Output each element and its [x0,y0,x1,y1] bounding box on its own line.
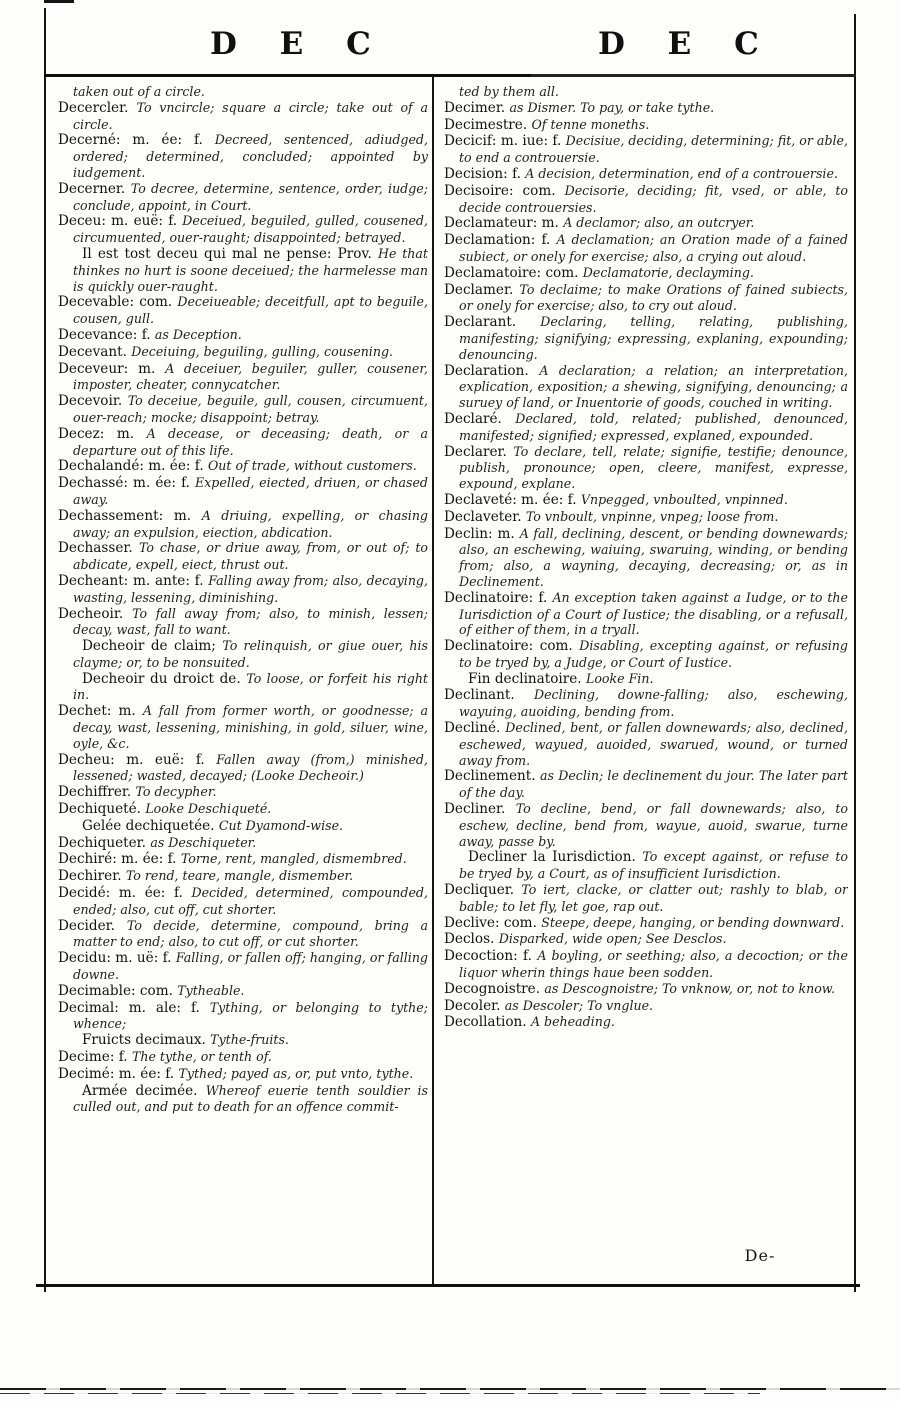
entry-definition: Looke Fin. [585,670,654,686]
entry-headword: Dechalandé: m. ée: f. [58,458,208,475]
entry-headword: Declinement. [444,768,541,785]
entry-definition: Declamatorie, declayming. [582,264,754,280]
dictionary-entry [444,981,848,998]
entry-definition: as Dismer. To pay, or take tythe. [509,99,715,115]
dictionary-entry [58,918,428,951]
dictionary-entry [58,100,428,133]
entry-definition: as Deception. [154,326,242,342]
running-head-left: D E C [210,26,387,62]
entry-definition: To iert, clacke, or clatter out; rashly to blab, or bable; to let fly, let goe, rap out. [459,882,848,914]
dictionary-entry [58,294,428,327]
entry-headword: Decimestre. [444,116,532,133]
entry-headword: Fruicts decimaux. [82,1032,211,1049]
dictionary-entry [58,213,428,246]
dictionary-entry [58,540,428,573]
entry-headword: Decoler. [444,997,505,1014]
entry-definition: Deceiuing, beguiling, gulling, cousening. [131,343,394,359]
scan-corner-mark [44,0,74,3]
dictionary-entry [444,444,848,492]
entry-definition: A boyling, or seething; also, a decoction; or the liquor wherin things haue been sodden. [459,948,848,981]
entry-headword: Fin declinatoire. [468,670,586,687]
dictionary-entry [444,133,848,166]
page-border-left [44,8,46,1292]
entry-headword: Dechassement: m. [58,507,202,524]
page-border-right [854,14,856,1292]
entry-definition: A declamor; also, an outcryer. [563,215,755,231]
dictionary-entry [58,1049,428,1066]
entry-headword: Declamatoire: com. [444,264,583,281]
entry-headword: Decheant: m. ante: f. [58,572,209,589]
scan-edge-line [0,1388,900,1390]
dictionary-entry [58,801,428,818]
running-head-right: D E C [598,26,775,62]
dictionary-entry [444,687,848,720]
entry-definition: Of tenne moneths. [531,116,650,132]
entry-definition: Tytheable. [177,982,245,998]
entry-headword: Gelée dechiquetée. [82,817,219,834]
entry-definition: Falling, or fallen off; hanging, or falling downe. [73,950,428,983]
dictionary-entry [444,638,848,671]
entry-definition: as Descognoistre; To vnknow, or, not to know. [544,980,836,996]
entry-definition: A declamation; an Oration made of a fained subiect, or onely for exercise; also, a crying out aloud. [459,232,848,264]
catchword: De- [744,1246,776,1265]
entry-headword: Decider. [58,917,127,934]
entry-headword: Declinatoire: f. [444,589,553,606]
entry-headword: Declinant. [444,687,534,704]
entry-headword: Decidu: m. uë: f. [58,950,176,967]
entry-headword: Declamation: f. [444,232,557,249]
entry-definition: Fallen away (from,) minished, lessened; wasted, decayed; (Looke Decheoir.) [73,751,428,784]
entry-definition: To fall away from; also, to minish, lessen; decay, wast, fall to want. [73,605,428,638]
entry-headword: Declamateur: m. [444,215,564,232]
entry-definition: To loose, or forfeit his right in. [73,670,428,703]
entry-headword: Decheu: m. euë: f. [58,751,217,768]
entry-definition: To decree, determine, sentence, order, iudge; conclude, appoint, in Court. [73,180,428,213]
entry-headword: Decez: m. [58,425,147,442]
entry-headword: Decevant. [58,343,132,360]
entry-headword: Declaré. [444,410,516,427]
dictionary-entry [58,818,428,835]
entry-headword: Decimé: m. ée: f. [58,1065,179,1082]
entry-definition: To chase, or driue away, from, or out of; to abdicate, expell, eiect, thrust out. [73,540,428,573]
dictionary-entry [58,327,428,344]
dictionary-entry [444,411,848,444]
dictionary-entry [444,183,848,216]
entry-headword: Dechiqueté. [58,801,146,818]
entry-headword: Decimer. [444,99,510,116]
dictionary-entry [444,166,848,183]
entry-definition: Tythed; payed as, or, put vnto, tythe. [178,1065,414,1081]
entry-headword: Decevoir. [58,393,128,410]
entry-definition: Out of trade, without customers. [207,458,417,474]
entry-definition: Torne, rent, mangled, dismembred. [180,851,407,867]
entry-definition: A fall, declining, descent, or bending downewards; also, an eschewing, waiuing, swaruing, winding, or bending from; also, a wayning, decaying, decreasing; or, as in Declinement. [459,525,848,589]
entry-headword: Declos. [444,931,499,948]
entry-definition: Tythe-fruits. [210,1032,289,1048]
entry-headword: Declin: m. [444,525,520,542]
dictionary-entry [444,948,848,981]
entry-definition: A decision, determination, end of a controuersie. [525,165,838,181]
entry-definition: Deceiued, beguiled, gulled, cousened, circumuented, ouer-raught; disappointed; betrayed. [73,213,428,246]
entry-definition: To vnboult, vnpinne, vnpeg; loose from. [525,508,779,524]
dictionary-entry [444,849,848,882]
dictionary-entry [58,84,428,100]
entry-definition: Steepe, deepe, hanging, or bending downward. [541,914,845,930]
entry-definition: Declining, downe-falling; also, eschewing, wayuing, auoiding, bending from. [459,687,848,720]
entry-headword: Decercler. [58,99,137,116]
entry-headword: Decheoir du droict de. [82,670,247,687]
dictionary-entry [444,768,848,801]
entry-headword: Decision: f. [444,165,526,182]
entry-headword: Decliquer. [444,882,522,899]
dictionary-entry [58,851,428,868]
entry-definition: ted by them all. [459,84,559,99]
dictionary-entry [58,671,428,704]
entry-headword: Decimal: m. ale: f. [58,999,210,1016]
entry-definition: Tything, or belonging to tythe; whence; [73,999,428,1032]
dictionary-entry [444,720,848,768]
entry-definition: Whereof euerie tenth souldier is culled out, and put to death for an offence commit- [73,1082,428,1115]
dictionary-entry [444,84,848,100]
entry-definition: Disparked, wide open; See Desclos. [498,931,727,947]
entry-headword: Decidé: m. ée: f. [58,885,192,902]
entry-definition: A decease, or deceasing; death, or a departure out of this life. [73,425,428,458]
entry-headword: Decoction: f. [444,948,538,965]
right-column [444,84,848,1280]
entry-headword: Declaveter. [444,508,526,525]
entry-headword: Declive: com. [444,914,542,931]
entry-headword: Deceu: m. euë: f. [58,213,183,230]
entry-definition: The tythe, or tenth of. [131,1049,272,1065]
entry-definition: To declaime; to make Orations of fained subiects, or onely for exercise; also, to cry out aloud. [459,281,848,314]
entry-headword: Dechiqueter. [58,834,151,851]
entry-headword: Decerner. [58,180,131,197]
entry-headword: Decliner. [444,801,516,818]
bottom-rule [36,1284,860,1287]
dictionary-entry [58,606,428,639]
dictionary-entry [58,1032,428,1049]
entry-definition: Expelled, eiected, driuen, or chased away. [73,475,428,507]
entry-headword: Declaration. [444,362,540,379]
entry-definition: A beheading. [530,1014,615,1030]
entry-definition: To decline, bend, or fall downewards; also, to eschew, decline, bend from, wayue, auoid, swarue, turne away, passe by. [459,801,848,849]
entry-headword: Armée decimée. [82,1082,206,1099]
entry-headword: Il est tost deceu qui mal ne pense: Prov. [82,245,378,262]
entry-headword: Decerné: m. ée: f. [58,132,215,149]
dictionary-entry [58,475,428,508]
dictionary-entry [58,393,428,426]
entry-definition: Falling away from; also, decaying, wasting, lessening, diminishing. [73,572,428,605]
entry-definition: as Deschiqueter. [150,834,257,850]
dictionary-entry [58,638,428,671]
dictionary-entry [58,246,428,294]
dictionary-entry [444,363,848,411]
entry-definition: A deceiuer, beguiler, guller, cousener, imposter, cheater, connycatcher. [73,360,428,393]
dictionary-entry [58,703,428,751]
entry-headword: Decimable: com. [58,982,178,999]
dictionary-entry [444,215,848,232]
dictionary-entry [444,882,848,915]
dictionary-entry [444,314,848,362]
dictionary-entry [58,835,428,852]
dictionary-entry [58,181,428,214]
dictionary-entry [58,1083,428,1116]
entry-headword: Decisoire: com. [444,182,565,199]
dictionary-entry [58,950,428,983]
entry-headword: Declarer. [444,443,514,460]
left-column [58,84,428,1280]
entry-definition: taken out of a circle. [73,84,205,99]
entry-headword: Decheoir de claim; [82,638,223,655]
dictionary-entry [58,426,428,459]
entry-headword: Decognoistre. [444,980,545,997]
entry-headword: Decheoir. [58,605,133,622]
entry-definition: Declined, bent, or fallen downewards; also, declined, eschewed, wayued, auoided, swarued, wound, or turned away from. [459,720,848,768]
entry-definition: Declaring, telling, relating, publishing, manifesting; signifying; expressing, explaning, expounding; denouncing. [459,314,848,362]
entry-headword: Declamer. [444,281,520,298]
dictionary-entry [58,458,428,475]
dictionary-entry [444,265,848,282]
dictionary-entry [444,526,848,590]
entry-headword: Declarant. [444,314,541,331]
dictionary-entry [444,232,848,265]
entry-headword: Decollation. [444,1014,531,1031]
entry-definition: Cut Dyamond-wise. [218,817,344,833]
entry-headword: Declinatoire: com. [444,638,580,655]
entry-definition: To decide, determine, compound, bring a matter to end; also, to cut off, or cut shorter. [73,917,428,950]
dictionary-entry [58,361,428,394]
entry-headword: Decliné. [444,720,506,737]
dictionary-entry [58,868,428,885]
dictionary-entry [444,590,848,638]
entry-definition: To relinquish, or giue ouer, his clayme; or, to be nonsuited. [73,638,428,670]
dictionary-entry [58,344,428,361]
entry-definition: Vnpegged, vnboulted, vnpinned. [580,491,788,507]
entry-definition: as Declin; le declinement du jour. The later part of the day. [459,768,848,801]
entry-definition: as Descoler; To vnglue. [504,997,654,1013]
dictionary-entry [444,801,848,849]
entry-definition: A declaration; a relation; an interpretation, explication, exposition; a shewing, signifying, denouncing; a suruey of land, or Inuentorie of goods, couched in writing. [459,362,848,411]
entry-definition: Looke Deschiqueté. [145,801,272,817]
entry-definition: Decisiue, deciding, determining; fit, or able, to end a controuersie. [459,133,848,166]
dictionary-entry [444,915,848,932]
dictionary-entry [58,573,428,606]
dictionary-entry [58,885,428,918]
entry-definition: To decypher. [135,784,217,800]
entry-headword: Dechasser. [58,540,139,557]
entry-definition: Declared, told, related; published, denounced, manifested; signified; expressed, explaned, expounded. [459,410,848,443]
entry-definition: Decisorie, deciding; fit, vsed, or able, to decide controuersies. [459,182,848,215]
entry-definition: To except against, or refuse to be tryed by, a Court, as of insufficient Iurisdiction. [459,849,848,882]
entry-definition: To vncircle; square a circle; take out of a circle. [73,99,428,132]
dictionary-entry [58,1066,428,1083]
dictionary-entry [444,1014,848,1031]
entry-definition: To deceiue, beguile, gull, cousen, circumuent, ouer-reach; mocke; disappoint; betray. [73,393,428,425]
entry-headword: Dechet: m. [58,703,143,720]
dictionary-entry [58,1000,428,1033]
entry-headword: Declaveté: m. ée: f. [444,491,581,508]
dictionary-entry [58,752,428,785]
dictionary-entry [444,492,848,509]
entry-headword: Dechirer. [58,868,126,885]
entry-definition: Deceiueable; deceitfull, apt to beguile, cousen, gull. [73,294,428,327]
entry-headword: Dechiffrer. [58,784,136,801]
entry-headword: Decevance: f. [58,326,155,343]
dictionary-entry [58,983,428,1000]
entry-headword: Decicif: m. iue: f. [444,133,566,150]
column-divider [432,76,434,1286]
entry-headword: Decevable: com. [58,294,178,311]
entry-definition: To declare, tell, relate; signifie, testifie; denounce, publish, pronounce; open, cleere, manifest, expresse, expound, explane. [459,443,848,492]
dictionary-entry [444,100,848,117]
dictionary-entry [444,282,848,315]
header-rule [44,74,856,77]
entry-definition: Decreed, sentenced, adiudged, ordered; determined, concluded; appointed by iudgement. [73,132,428,180]
dictionary-entry [58,784,428,801]
entry-definition: Disabling, excepting against, or refusing to be tryed by, a Judge, or Court of Iustice. [459,638,848,670]
dictionary-entry [444,509,848,526]
entry-headword: Dechassé: m. ée: f. [58,475,196,492]
entry-definition: An exception taken against a Iudge, or to the Iurisdiction of a Court of Iustice; the disabling, or a refusall, of either of them, in a tryall. [459,589,848,638]
entry-definition: To rend, teare, mangle, dismember. [125,868,354,884]
dictionary-entry [58,508,428,541]
entry-headword: Dechiré: m. ée: f. [58,851,181,868]
entry-definition: A driuing, expelling, or chasing away; an expulsion, eiection, abdication. [73,507,428,540]
scan-edge-line-2 [0,1393,760,1394]
dictionary-entry [444,998,848,1015]
entry-definition: Decided, determined, compounded, ended; also, cut off, cut shorter. [73,885,428,917]
entry-headword: Deceveur: m. [58,360,166,377]
dictionary-entry [58,132,428,180]
entry-headword: Decime: f. [58,1049,132,1066]
dictionary-entry [444,117,848,134]
dictionary-entry [444,931,848,948]
entry-definition: A fall from former worth, or goodnesse; a decay, wast, lessening, minishing, in gold, siluer, wine, oyle, &c. [73,703,428,751]
entry-headword: Decliner la Iurisdiction. [468,849,643,866]
entry-definition: He that thinkes no hurt is soone deceiued; the harmelesse man is quickly ouer-raught. [73,245,428,294]
dictionary-entry [444,671,848,688]
